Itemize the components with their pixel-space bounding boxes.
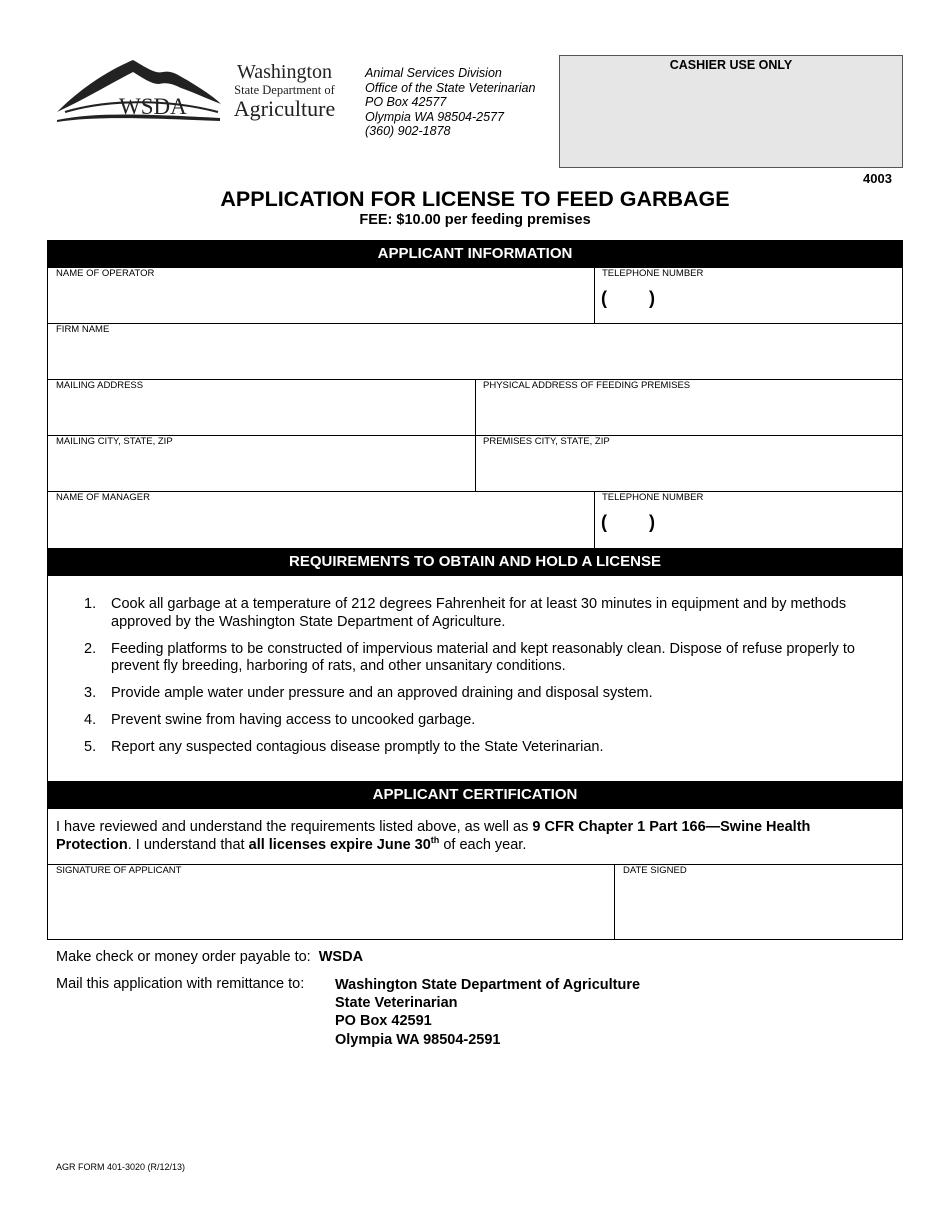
office-line: Olympia WA 98504-2577 xyxy=(365,109,504,124)
certification-heading: APPLICANT CERTIFICATION xyxy=(47,781,903,809)
area-code-open-paren: ( xyxy=(601,512,607,532)
area-code-open-paren: ( xyxy=(601,288,607,308)
list-item xyxy=(80,596,860,631)
mail-address-line: Washington State Department of Agriculture xyxy=(335,977,641,993)
logo-mark: WSDA xyxy=(119,94,187,119)
wsda-logo xyxy=(55,54,340,129)
form-footer-id: AGR FORM 401-3020 (R/12/13) xyxy=(56,1162,186,1172)
page-title: APPLICATION FOR LICENSE TO FEED GARBAGE xyxy=(220,187,730,211)
item-number: 3. xyxy=(84,685,97,701)
firm-name-field[interactable] xyxy=(48,336,902,378)
item-text: Report any suspected contagious disease promptly to the State Veterinarian. xyxy=(111,739,604,755)
mailing-city-label: MAILING CITY, STATE, ZIP xyxy=(56,436,173,447)
cert-text: I have reviewed and understand the requirements listed above, as well as xyxy=(56,819,533,835)
premises-city-label: PREMISES CITY, STATE, ZIP xyxy=(483,436,610,447)
manager-telephone-label: TELEPHONE NUMBER xyxy=(602,492,704,503)
signature-label: SIGNATURE OF APPLICANT xyxy=(56,865,182,876)
manager-name-label: NAME OF MANAGER xyxy=(56,492,150,503)
list-item xyxy=(80,685,860,703)
item-number: 5. xyxy=(84,739,97,755)
item-number: 1. xyxy=(84,596,97,612)
cert-regulation: 9 CFR Chapter 1 Part 166—Swine Health Protection xyxy=(56,819,811,853)
office-line: Office of the State Veterinarian xyxy=(365,80,536,95)
mailing-city-field[interactable] xyxy=(48,448,474,490)
firm-name-label: FIRM NAME xyxy=(56,324,110,335)
signature-field[interactable] xyxy=(48,877,613,939)
requirements-list xyxy=(80,596,860,766)
applicant-info-heading: APPLICANT INFORMATION xyxy=(47,240,903,268)
fee-line: FEE: $10.00 per feeding premises xyxy=(359,212,591,228)
logo-line-2: State Department of xyxy=(234,83,335,97)
item-text: Cook all garbage at a temperature of 212 degrees Fahrenheit for at least 30 minutes in equipment and by methods approved by the Washington State Department of Agriculture. xyxy=(111,596,847,630)
item-text: Provide ample water under pressure and an approved draining and disposal system. xyxy=(111,685,653,701)
area-code-close-paren: ) xyxy=(649,512,655,532)
manager-name-field[interactable] xyxy=(48,504,593,546)
operator-telephone-field[interactable] xyxy=(595,280,902,322)
item-number: 2. xyxy=(84,640,97,657)
cert-expiry-suffix: th xyxy=(430,834,440,845)
area-code-close-paren: ) xyxy=(649,288,655,308)
cert-expiry: all licenses expire June 30 xyxy=(248,836,431,853)
date-signed-field[interactable] xyxy=(615,877,902,939)
mail-label: Mail this application with remittance to: xyxy=(56,976,305,992)
premises-city-field[interactable] xyxy=(476,448,902,490)
date-signed-label: DATE SIGNED xyxy=(623,865,687,876)
physical-address-field[interactable] xyxy=(476,392,902,434)
certification-statement xyxy=(56,819,886,854)
operator-name-label: NAME OF OPERATOR xyxy=(56,268,155,279)
divider xyxy=(47,323,903,324)
payable-label: Make check or money order payable to: xyxy=(56,949,311,965)
cashier-use-box xyxy=(559,55,903,168)
cert-text: . I understand that xyxy=(127,836,249,853)
mail-address xyxy=(335,976,640,1049)
mailing-address-field[interactable] xyxy=(48,392,474,434)
physical-address-label: PHYSICAL ADDRESS OF FEEDING PREMISES xyxy=(483,380,691,391)
logo-line-1: Washington xyxy=(236,61,333,83)
office-line: (360) 902-1878 xyxy=(365,124,451,138)
payable-to: WSDA xyxy=(318,949,364,965)
item-text: Prevent swine from having access to uncooked garbage. xyxy=(111,712,476,728)
list-item xyxy=(80,712,860,730)
office-line: Animal Services Division xyxy=(365,66,502,80)
mail-address-line: State Veterinarian xyxy=(335,995,458,1012)
mail-address-line: PO Box 42591 xyxy=(335,1013,432,1030)
logo-line-3: Agriculture xyxy=(233,95,336,121)
list-item xyxy=(80,739,860,757)
item-text: Feeding platforms to be constructed of impervious material and kept reasonably clean. Dispose of refuse properly to prevent fly breeding, harboring of rats, and other unsanitary conditions. xyxy=(111,640,855,674)
operator-telephone-label: TELEPHONE NUMBER xyxy=(602,268,704,279)
operator-name-field[interactable] xyxy=(48,280,593,322)
cert-text: of each year. xyxy=(439,836,527,853)
cashier-label: CASHIER USE ONLY xyxy=(669,58,793,72)
list-item xyxy=(80,641,860,676)
mail-address-line: Olympia WA 98504-2591 xyxy=(335,1031,501,1048)
requirements-heading: REQUIREMENTS TO OBTAIN AND HOLD A LICENSE xyxy=(47,548,903,576)
payable-line xyxy=(56,949,363,965)
item-number: 4. xyxy=(84,712,97,728)
manager-telephone-field[interactable] xyxy=(595,504,902,546)
form-number: 4003 xyxy=(863,171,892,186)
mountain-logo-icon xyxy=(55,54,225,129)
office-line: PO Box 42577 xyxy=(365,95,447,109)
logo-wordmark xyxy=(227,62,342,120)
office-address xyxy=(365,66,535,139)
mailing-address-label: MAILING ADDRESS xyxy=(56,380,144,391)
